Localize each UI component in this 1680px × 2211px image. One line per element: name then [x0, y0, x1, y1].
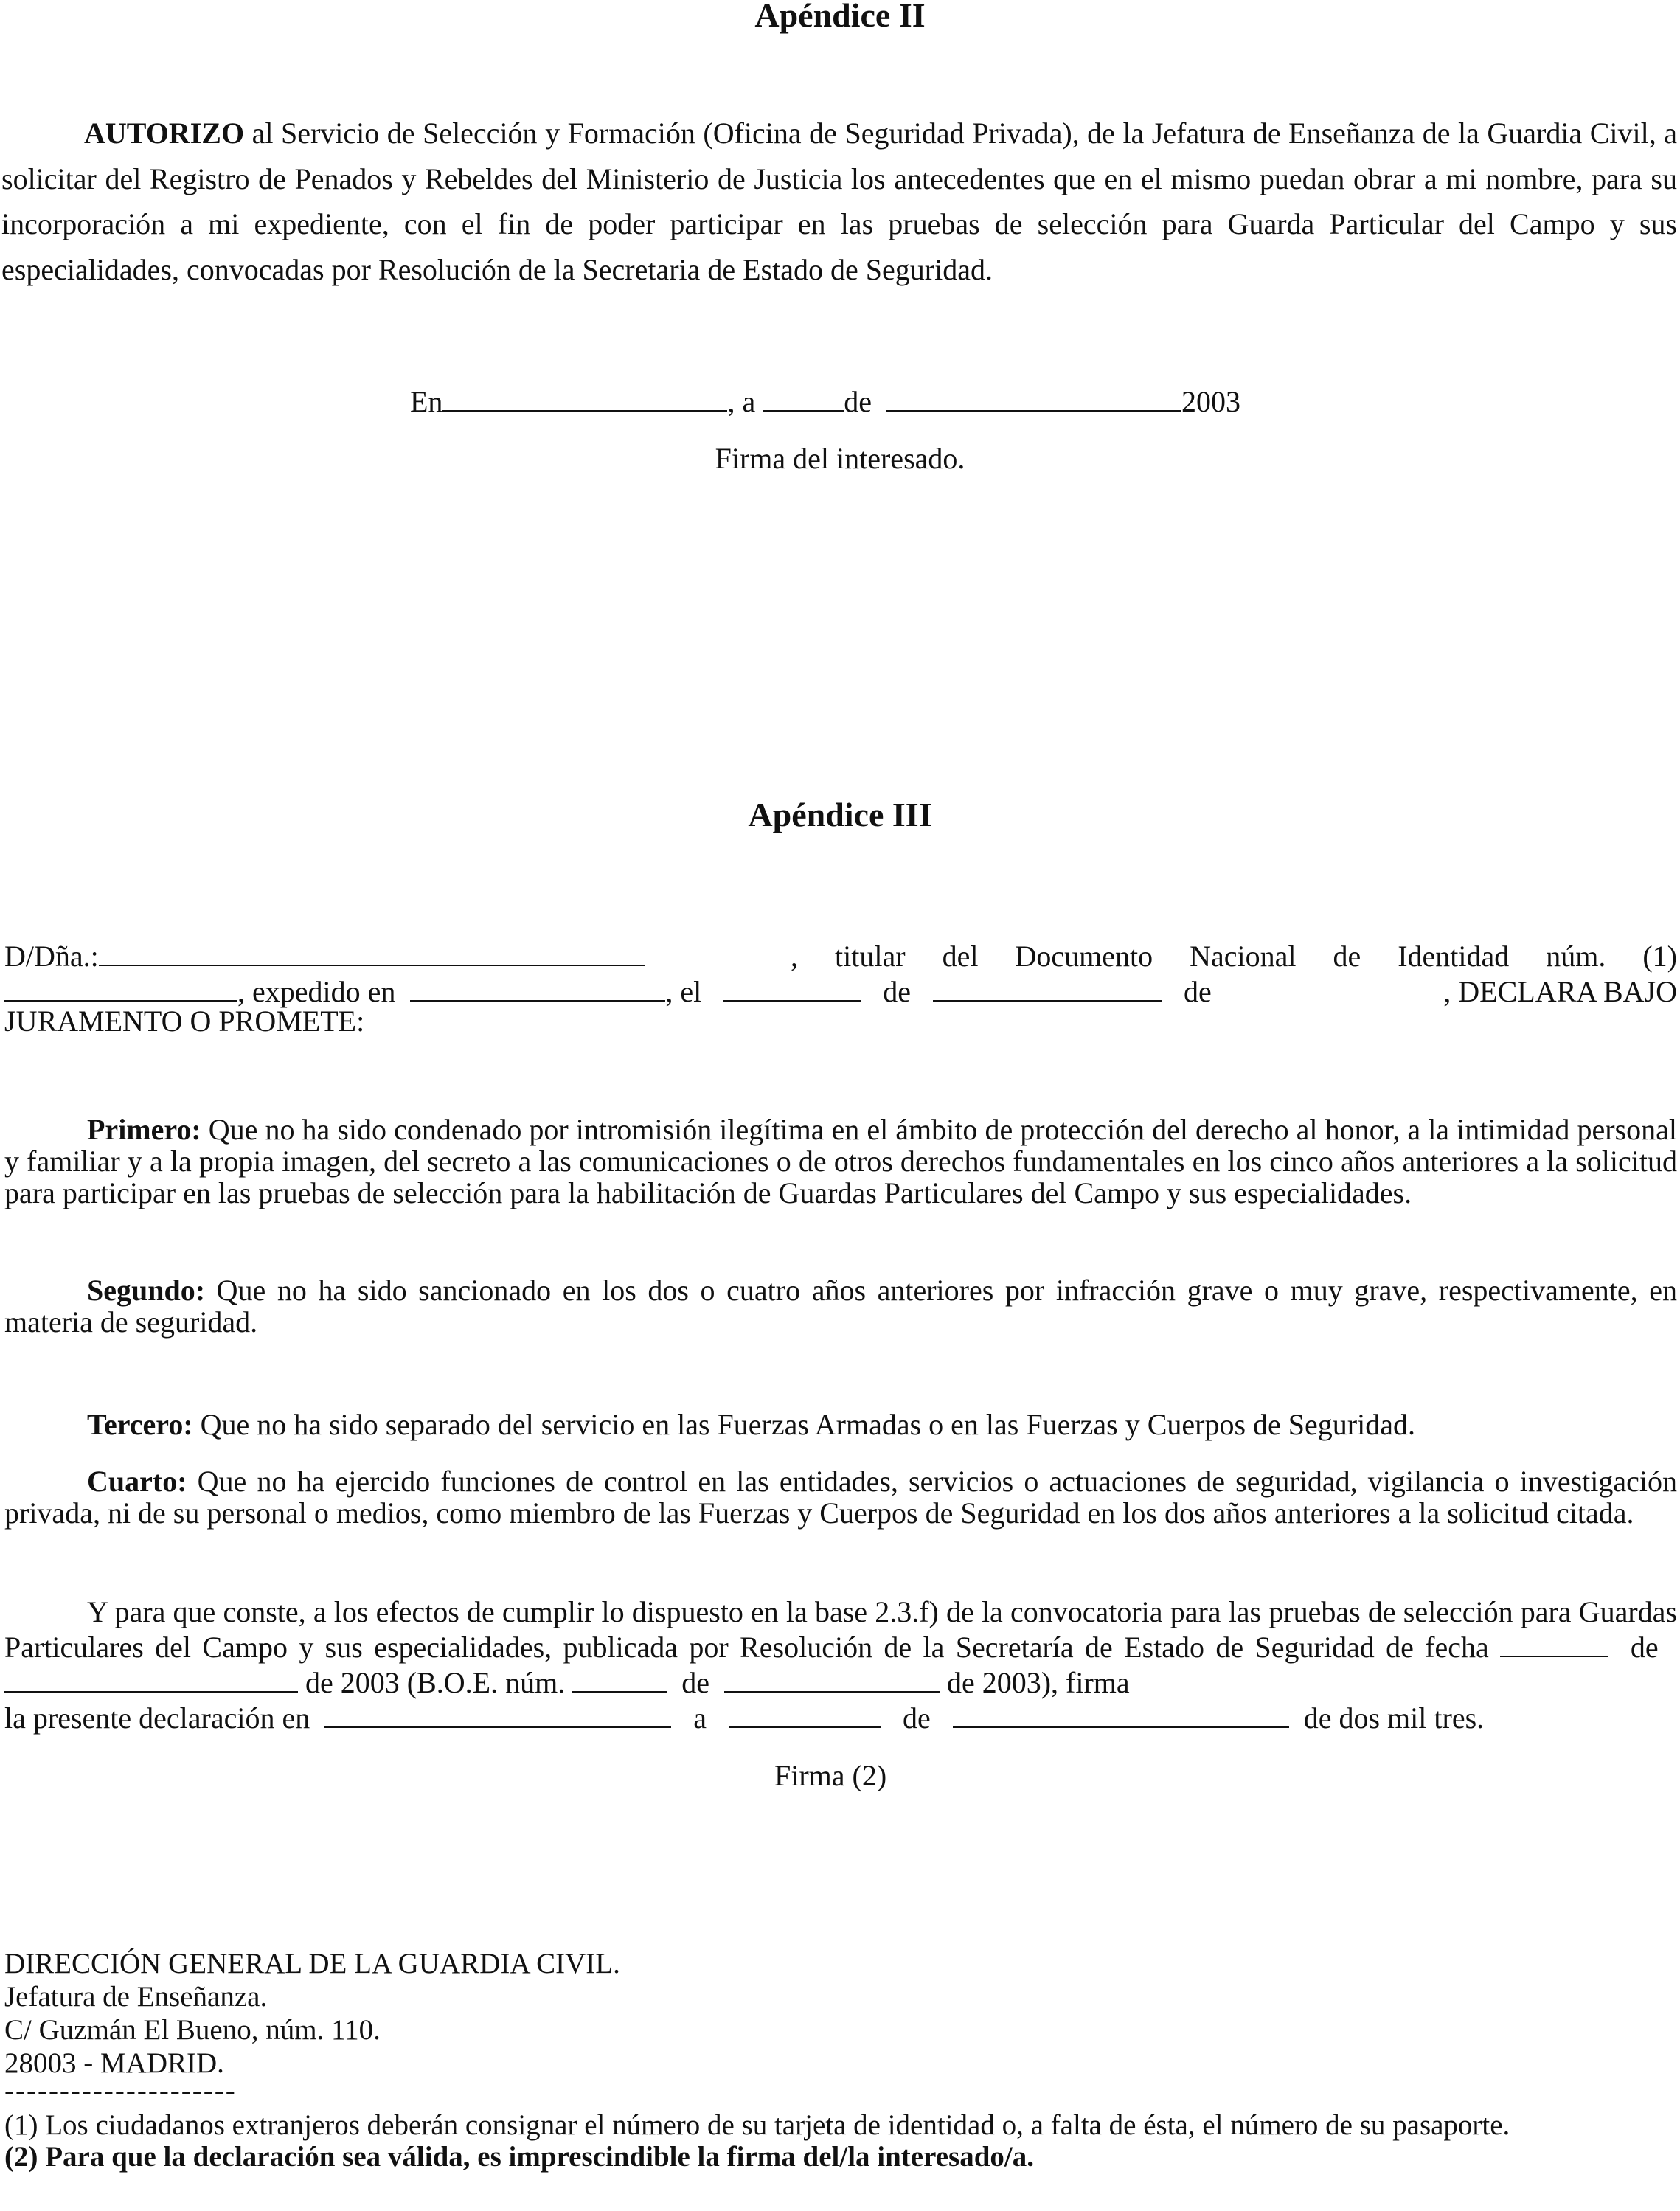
- boe-number-blank[interactable]: [572, 1663, 667, 1693]
- authorization-lead: AUTORIZO: [84, 117, 245, 150]
- address-block: [4, 1947, 620, 2106]
- date-year: 2003: [1181, 385, 1240, 418]
- clause-cuarto-text: Que no ha ejercido funciones de control en las entidades, servicios o actuaciones de seguridad, vigilancia o investigación privada, ni de su personal o medios, como miembro de las Fuerzas y Cuerpos de Seguridad en los dos años anteriores a la solicitud citada.: [4, 1465, 1678, 1530]
- clause-tercero-lead: Tercero:: [87, 1408, 193, 1441]
- declara-text: , DECLARA BAJO: [1443, 975, 1677, 1008]
- declaration-month-blank[interactable]: [953, 1698, 1289, 1728]
- clause-tercero-text: Que no ha sido separado del servicio en las Fuerzas Armadas o en las Fuerzas y Cuerpos de Seguridad.: [200, 1408, 1415, 1441]
- closing-de-3: de: [681, 1666, 709, 1699]
- clause-primero-text: Que no ha sido condenado por intromisión ilegítima en el ámbito de protección del derecho al honor, a la intimidad personal y familiar y a la propia imagen, del secreto a las comunicaciones o de otros derechos fundamentales en los cinco años anteriores a la solicitud para participar en las pruebas de selección para la habilitación de Guardas Particulares del Campo y sus especialidades.: [4, 1113, 1678, 1209]
- closing-a: a: [693, 1701, 707, 1735]
- closing-de-2003: de 2003 (B.O.E. núm.: [305, 1666, 566, 1699]
- expedido-month-blank[interactable]: [933, 972, 1162, 1002]
- closing-text: Y para que conste, a los efectos de cumplir lo dispuesto en la base 2.3.f) de la convocatoria para las pruebas de selección para Guardas Particulares del Campo y sus especialidades, publicada por Resolución de la Secretaría de Estado de Seguridad de fecha: [4, 1595, 1677, 1664]
- closing-firma: de 2003), firma: [946, 1666, 1130, 1699]
- signature-label: Firma del interesado.: [715, 442, 965, 475]
- footnote-1: (1) Los ciudadanos extranjeros deberán consignar el número de su tarjeta de identidad o, a falta de ésta, el número de su pasaporte.: [4, 2109, 1510, 2141]
- d-dna-label: D/Dña.:: [4, 940, 99, 973]
- appendix-ii-heading: Apéndice II: [754, 0, 926, 34]
- titular-text: , titular del Documento Nacional de Identidad núm. (1): [791, 940, 1677, 973]
- clause-cuarto-lead: Cuarto:: [87, 1465, 187, 1498]
- dni-blank[interactable]: [4, 972, 237, 1002]
- address-line-3: C/ Guzmán El Bueno, núm. 110.: [4, 2014, 381, 2046]
- date-en-label: En: [410, 385, 443, 418]
- address-line-2: Jefatura de Enseñanza.: [4, 1981, 268, 2013]
- closing-paragraph: [4, 1596, 1677, 1734]
- juramento-text: JURAMENTO O PROMETE:: [4, 1004, 365, 1038]
- firma-2-label: Firma (2): [774, 1759, 887, 1792]
- date-line: [410, 382, 1240, 419]
- clause-cuarto: [4, 1434, 1677, 1529]
- date-a-label: , a: [727, 385, 756, 418]
- authorization-paragraph: [1, 111, 1677, 292]
- month-blank[interactable]: [886, 382, 1181, 412]
- el-label: , el: [665, 975, 702, 1008]
- fecha-day-blank[interactable]: [1500, 1628, 1608, 1657]
- clause-primero-lead: Primero:: [87, 1113, 201, 1146]
- address-line-1: DIRECCIÓN GENERAL DE LA GUARDIA CIVIL.: [4, 1948, 620, 1979]
- appendix-iii-heading: Apéndice III: [748, 796, 932, 833]
- closing-de-4: de: [902, 1701, 931, 1735]
- clause-primero: [4, 1114, 1677, 1209]
- closing-de-1: de: [1630, 1631, 1659, 1664]
- declaration-day-blank[interactable]: [729, 1698, 881, 1728]
- closing-end: de dos mil tres.: [1303, 1701, 1485, 1735]
- expedido-day-blank[interactable]: [723, 972, 861, 1002]
- name-blank[interactable]: [99, 937, 645, 966]
- name-group: [4, 937, 645, 976]
- identity-line-1: [4, 937, 1677, 976]
- place-blank[interactable]: [442, 382, 727, 412]
- expedido-label: , expedido en: [237, 975, 396, 1008]
- clause-segundo: [4, 1274, 1677, 1338]
- clause-segundo-text: Que no ha sido sancionado en los dos o cuatro años anteriores por infracción grave o muy grave, respectivamente, en materia de seguridad.: [4, 1274, 1677, 1339]
- footnotes: [4, 2109, 1677, 2173]
- authorization-text: al Servicio de Selección y Formación (Oficina de Seguridad Privada), de la Jefatura de Enseñanza de la Guardia Civil, a solicitar del Registro de Penados y Rebeldes del Ministerio de Justicia los antecedentes que en el mismo puedan obrar a mi nombre, para su incorporación a mi expediente, con el fin de poder participar en las pruebas de selección para Guarda Particular del Campo y sus especialidades, convocadas por Resolución de la Secretaria de Estado de Seguridad.: [1, 117, 1677, 286]
- date-de-label: de: [844, 385, 872, 418]
- identity-form: [4, 937, 1677, 1041]
- boe-month-blank[interactable]: [724, 1663, 940, 1693]
- day-blank[interactable]: [763, 382, 844, 412]
- footnote-2: (2) Para que la declaración sea válida, es imprescindible la firma del/la interesado/a.: [4, 2141, 1034, 2173]
- declaration-place-blank[interactable]: [324, 1698, 671, 1728]
- clause-segundo-lead: Segundo:: [87, 1274, 206, 1307]
- closing-la: la presente declaración en: [4, 1701, 310, 1735]
- address-line-4: 28003 - MADRID.: [4, 2047, 224, 2079]
- de-label-1: de: [883, 975, 912, 1008]
- expedido-place-blank[interactable]: [410, 972, 665, 1002]
- fecha-month-blank[interactable]: [4, 1663, 298, 1693]
- separator-line: ---------------------: [4, 2075, 237, 2106]
- de-label-2: de: [1184, 975, 1212, 1008]
